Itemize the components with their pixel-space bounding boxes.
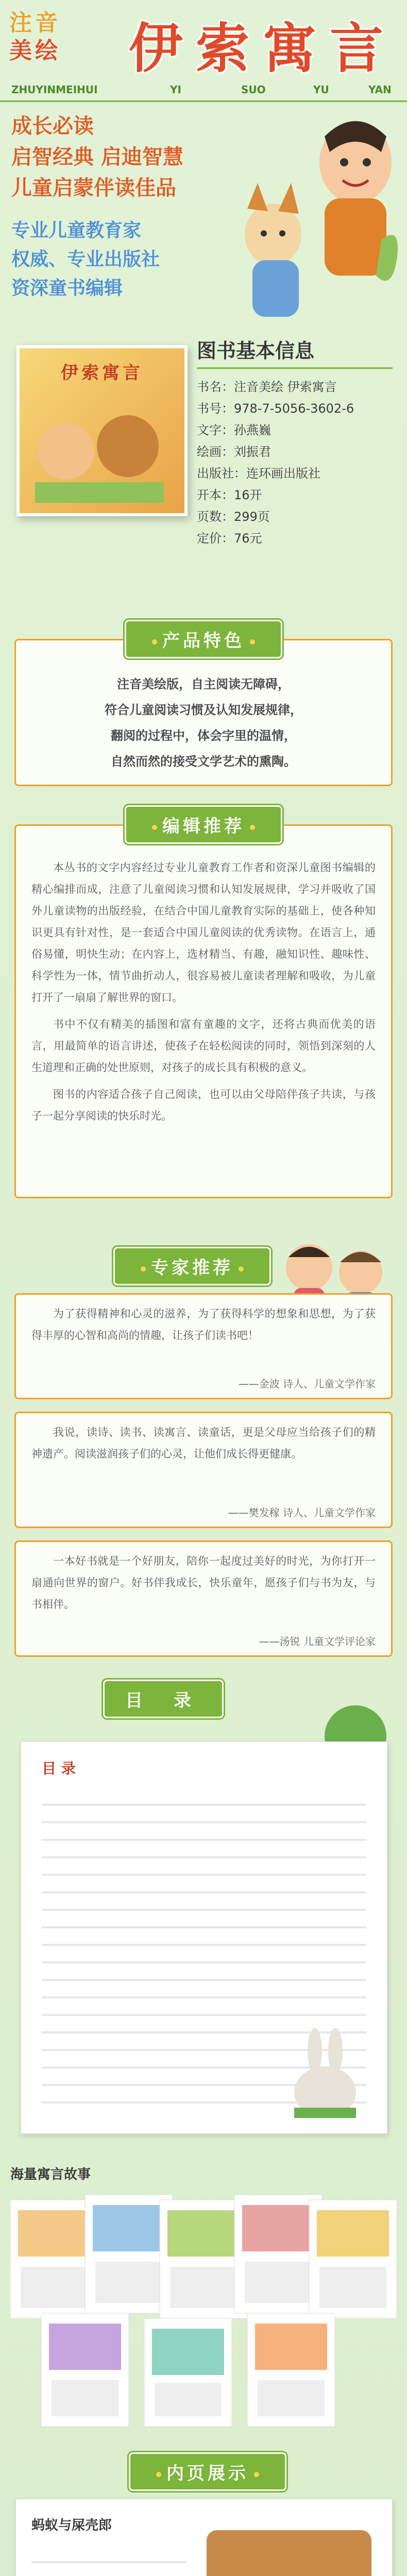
info-row: 书名：注音美绘 伊索寓言 xyxy=(197,380,337,394)
inner-page-1-title: 蚂蚁与屎壳郎 xyxy=(31,2518,112,2533)
expert-source-1: ——金波 诗人、儿童文学作家 xyxy=(238,1378,376,1390)
slogans xyxy=(11,111,228,204)
book-title: 伊索寓言 xyxy=(129,17,397,80)
toc-page xyxy=(21,1741,387,2134)
features-heading: 产品特色 xyxy=(125,620,282,658)
editor-heading: 编辑推荐 xyxy=(125,805,282,844)
slogan-3: 儿童启蒙伴读佳品 xyxy=(11,176,176,200)
pinyin-left: ZHUYINMEIHUI xyxy=(11,83,98,96)
info-row: 文字：孙燕巍 xyxy=(197,423,271,437)
characters-illustration xyxy=(227,106,402,327)
book-cover xyxy=(16,345,188,516)
feature-box xyxy=(11,216,217,303)
book-info-section xyxy=(11,330,396,618)
expert-quote-2: 我说，读诗、读书、读寓言、读童话，更是父母应当给孩子们的精神遗产。阅读滋润孩子们的心灵，让他们成长得更健康。 ——樊发稼 诗人、儿童文学作家 xyxy=(14,1412,393,1528)
pinyin-yu: YU xyxy=(313,83,329,96)
editor-paragraph-1: 本丛书的文字内容经过专业儿童教育工作者和资深儿童图书编辑的精心编排而成，注意了儿童阅读习惯和认知发展规律，学习并吸收了国外儿童读物的出版经验，在结合中国儿童教育实际的基础上，使各种知识更具有针对性，是一套适合中国儿童阅读的优秀读物。在语言上，通俗易懂，明快生动；在内容上，选材精当、有趣，融知识性、趣味性、科学性为一体，情节曲折动人，很容易被儿童读者理解和吸收，为儿童打开了一扇扇了解世界的窗口。 xyxy=(31,861,376,1004)
info-row: 开本：16开 xyxy=(197,488,262,502)
pinyin-suo: SUO xyxy=(241,83,266,96)
editor-paragraph-3: 图书的内容适合孩子自己阅读，也可以由父母陪伴孩子共读，与孩子一起分享阅读的快乐时光。 xyxy=(31,1088,376,1122)
cover-art xyxy=(20,384,178,508)
book-cover-title: 伊索寓言 xyxy=(61,363,143,383)
feature-2: 权威、专业出版社 xyxy=(11,249,160,270)
slogan-1: 成长必读 xyxy=(11,114,94,138)
inner-page-1-text xyxy=(31,2546,186,2576)
expert-quote-1: 为了获得精神和心灵的滋养，为了获得科学的想象和思想，为了获得丰厚的心智和高尚的情趣，让孩子们读书吧！ ——金波 诗人、儿童文学作家 xyxy=(14,1293,393,1399)
book-info-heading: 图书基本信息 xyxy=(197,335,393,369)
inner-section xyxy=(0,2452,407,2576)
expert-quote-3: 一本好书就是一个好朋友，陪你一起度过美好的时光，为你打开一扇通向世界的窗户。好书伴我成长，快乐童年，愿孩子们与书为友，与书相伴。 ——汤锐 儿童文学评论家 xyxy=(14,1540,393,1657)
editor-paragraph-2: 书中不仅有精美的插图和富有童趣的文字，还将古典而优美的语言，用最简单的语言讲述，使孩子在轻松阅读的同时，领悟到深刻的人生道理和正确的处世原则，对孩子的成长具有积极的意义。 xyxy=(31,1018,376,1074)
editor-frame xyxy=(14,816,393,1198)
editor-text xyxy=(31,857,376,1127)
info-row: 绘画：刘振君 xyxy=(197,445,271,459)
features-text: 注音美绘版，自主阅读无障碍， 符合儿童阅读习惯及认知发展规律， 翻阅的过程中，体会字里的温情， 自然而然的接受文学艺术的熏陶。 xyxy=(105,677,302,769)
header-divider xyxy=(0,100,407,102)
expert-source-3: ——汤锐 儿童文学评论家 xyxy=(259,1635,376,1648)
stories-heading: 海量寓言故事 xyxy=(10,2167,91,2182)
stories-spread xyxy=(10,2190,397,2432)
info-row: 出版社：连环画出版社 xyxy=(197,466,320,481)
ant-beetle-illustration xyxy=(191,2510,387,2576)
book-info-panel xyxy=(197,335,393,549)
expert-section xyxy=(0,1226,407,1659)
inner-page-1 xyxy=(15,2499,393,2576)
info-row: 页数：299页 xyxy=(197,510,270,524)
logo xyxy=(9,9,87,65)
logo-bottom: 美绘 xyxy=(9,38,61,64)
info-row: 书号：978-7-5056-3602-6 xyxy=(197,401,354,416)
features-frame xyxy=(14,631,393,786)
rabbit-illustration xyxy=(274,2020,377,2123)
toc-label: 目 录 xyxy=(42,1760,76,1777)
header-illustration xyxy=(227,106,402,327)
feature-1: 专业儿童教育家 xyxy=(11,220,142,241)
feature-3: 资深童书编辑 xyxy=(11,278,123,299)
toc-section xyxy=(0,1680,407,2143)
toc-heading: 目录 xyxy=(103,1680,224,1718)
expert-source-2: ——樊发稼 诗人、儿童文学作家 xyxy=(228,1506,376,1519)
info-row: 定价：76元 xyxy=(197,531,262,546)
inner-heading: 内页展示 xyxy=(129,2452,286,2491)
stories-section xyxy=(0,2164,407,2442)
expert-heading: 专家推荐 xyxy=(113,1247,271,1285)
toc-rabbit-art xyxy=(274,2020,377,2123)
slogan-2: 启智经典 启迪智慧 xyxy=(11,145,183,169)
pinyin-bar xyxy=(0,82,407,97)
logo-top: 注音 xyxy=(9,10,61,36)
pinyin-yi: YI xyxy=(170,83,181,96)
stories-pages-illustration xyxy=(10,2190,397,2432)
pinyin-yan: YAN xyxy=(368,83,392,96)
